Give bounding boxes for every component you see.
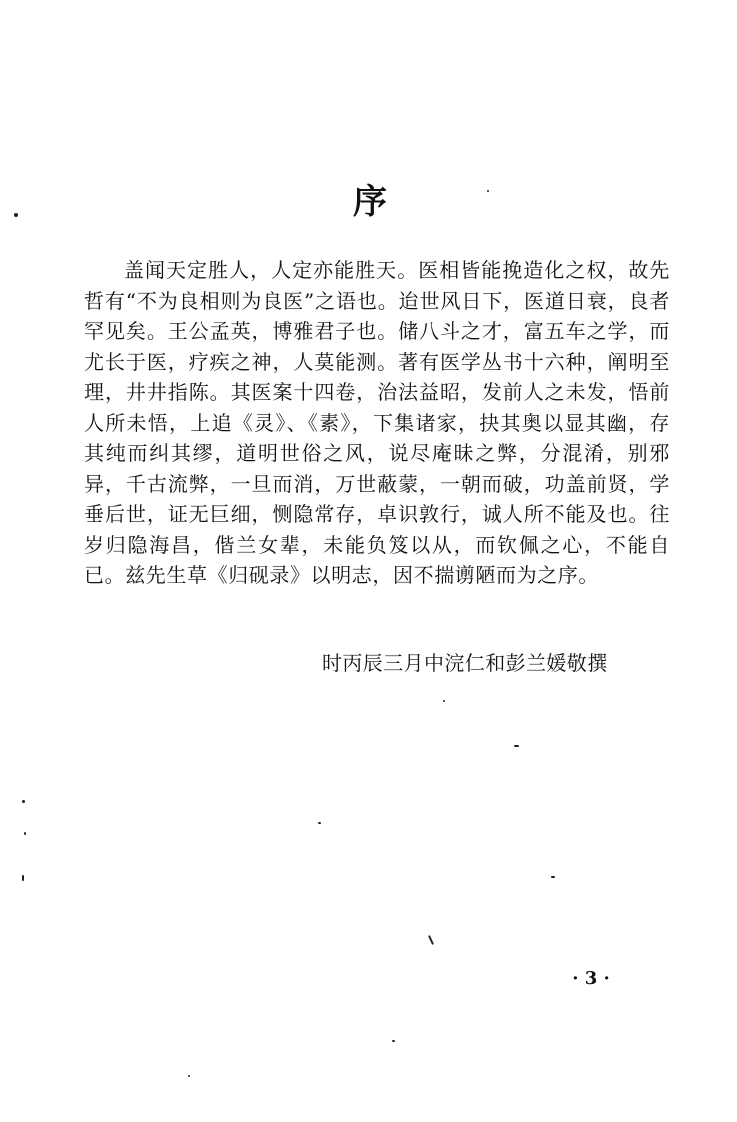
preface-title: 序 [353, 182, 387, 222]
preface-body: 盖闻天定胜人，人定亦能胜天。医相皆能挽造化之权，故先哲有“不为良相则为良医”之语也。迨世风日下，医道日衰，良者罕见矣。王公孟英，博雅君子也。储八斗之才，富五车之学，而尤长于医，疗疾之神，人莫能测。著有医学丛书十六种，阐明至理，井井指陈。其医案十四卷，治法益昭，发前人之未发，悟前人所未悟，上追《灵》、《素》，下集诸家，抉其奥以显其幽，存其纯而纠其缪，道明世俗之风，说尽庵昧之弊，分混淆，别邪异，千古流弊，一旦而消，万世蔽蒙，一朝而破，功盖前贤，学垂后世，证无巨细，恻隐常存，卓识敦行，诚人所不能及也。往岁归隐海昌，偕兰女辈，未能负笈以从，而钦佩之心，不能自已。兹先生草《归砚录》以明志，因不揣谫陋而为之序。 [84, 258, 670, 587]
scan-speck [318, 822, 321, 824]
scan-speck [22, 800, 25, 803]
scan-speck [487, 190, 489, 192]
preface-signature: 时丙辰三月中浣仁和彭兰媛敬撰 [322, 651, 608, 675]
scan-speck [428, 935, 434, 945]
page-number: · 3 · [572, 968, 610, 989]
scan-speck [24, 832, 26, 835]
scan-speck [551, 876, 555, 878]
scan-speck [514, 745, 519, 747]
scan-speck [22, 875, 24, 881]
scan-speck [14, 213, 18, 217]
scan-speck [188, 1075, 190, 1077]
scan-speck [392, 1040, 395, 1042]
scan-speck [443, 700, 445, 702]
